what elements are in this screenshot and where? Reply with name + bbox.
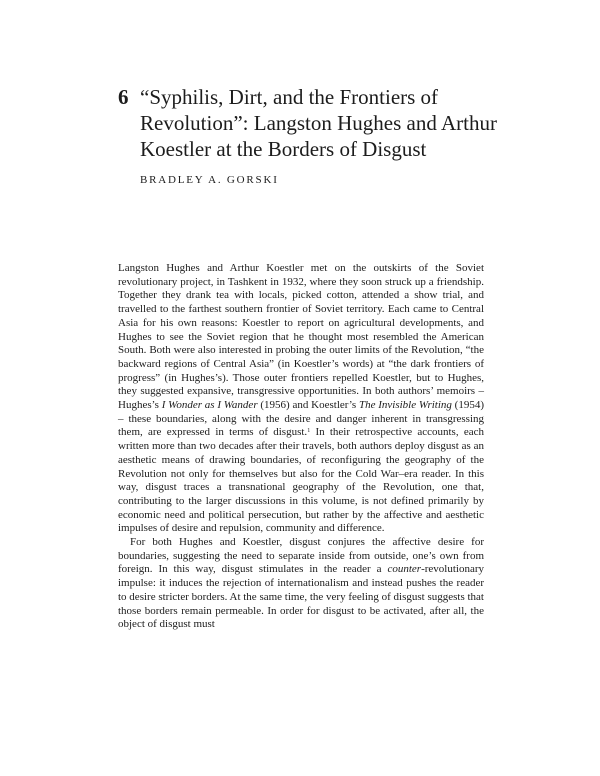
chapter-author: BRADLEY A. GORSKI [140, 174, 279, 186]
paragraph-1-text-a: Langston Hughes and Arthur Koestler met on the outskirts of the Soviet revolutionary project, in Tashkent in 1932, where they soon struck up a friendship. Together they drank tea with locals, picked cotton, attended a show trial, and travelled to the farthest southern frontier of Soviet territory. Each came to Central Asia for his own reasons: Koestler to report on agricultural developments, and Hughes to see the Soviet region that he thought most resembled the American South. Both were also interested in probing the outer limits of the Revolution, “the backward regions of Central Asia” (in Koestler’s words) at “the dark frontiers of progress” (in Hughes’s). Those outer frontiers repelled Koestler, but to Hughes, they suggested expansive, transgressive opportunities. In both authors’ memoirs – Hughes’s [118, 262, 484, 412]
book-title-the-invisible-writing: The Invisible Writing [358, 399, 452, 412]
footnote-marker[interactable]: 1 [307, 428, 311, 435]
paragraph-2-text-a: For both Hughes and Koestler, disgust conjures the affective desire for boundaries, suggesting the need to separate inside from outside, one’s own from foreign. In this way, disgust stimulates in the reader a [118, 536, 484, 576]
paragraph-2-text-b: -revolutionary impulse: it induces the rejection of internationalism and instead pushes the reader to desire stricter borders. At the same time, the very feeling of disgust suggests that those borders remain permeable. In order for disgust to be activated, after all, the object of disgust must [118, 563, 484, 631]
paragraph-1 [118, 262, 484, 536]
chapter-title: “Syphilis, Dirt, and the Frontiers of Revolution”: Langston Hughes and Arthur Koestler at the Borders of Disgust [140, 85, 497, 161]
paragraph-1-text-d: In their retrospective accounts, each written more than two decades after their travels, both authors deploy disgust as an aesthetic means of drawing boundaries, of reconfiguring the geography of the Revolution not only for themselves but also for the Cold War–era reader. In this way, disgust traces a transnational geography of the Revolution, one that, contributing to the larger discussions in this volume, is not defined primarily by economic need and political persecution, but rather by the affective and aesthetic impulses of desire and repulsion, community and difference. [118, 426, 484, 535]
chapter-body [118, 262, 484, 632]
paragraph-1-text-c: (1954) – these boundaries, along with the desire and danger inherent in transgressing them, are expressed in terms of disgust. [118, 399, 485, 439]
book-title-i-wonder-as-i-wander: I Wonder as I Wander [161, 399, 258, 412]
paragraph-1-text-b: (1956) and Koestler’s [257, 399, 359, 412]
paragraph-2 [118, 536, 484, 632]
emphasis-counter: counter [387, 563, 422, 576]
chapter-number: 6 [118, 85, 129, 109]
